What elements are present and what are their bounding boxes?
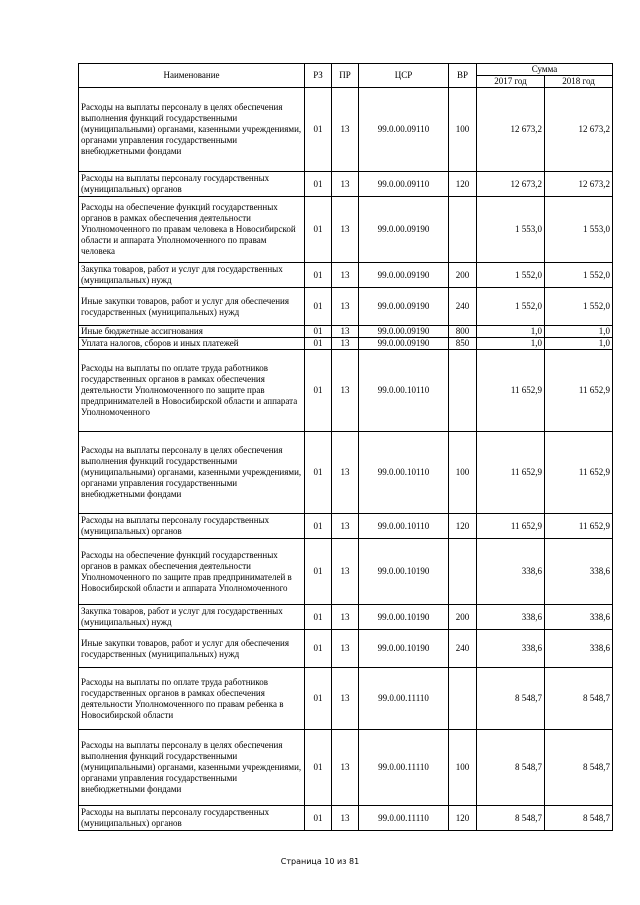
cell-pr: 13	[332, 668, 359, 730]
cell-name: Иные бюджетные ассигнования	[79, 326, 305, 338]
header-name: Наименование	[79, 64, 305, 88]
cell-vr: 100	[449, 730, 477, 806]
cell-sum-2018: 8 548,7	[545, 730, 613, 806]
table-row	[79, 338, 613, 350]
table-row	[79, 263, 613, 288]
table-row	[79, 432, 613, 514]
cell-sum-2018: 1 552,0	[545, 288, 613, 326]
cell-rz: 01	[305, 172, 332, 197]
cell-sum-2018: 12 673,2	[545, 88, 613, 172]
cell-csr: 99.0.00.10190	[359, 630, 449, 668]
cell-sum-2018: 11 652,9	[545, 350, 613, 432]
cell-vr: 100	[449, 88, 477, 172]
cell-csr: 99.0.00.11110	[359, 668, 449, 730]
cell-sum-2017: 8 548,7	[477, 668, 545, 730]
table-row	[79, 514, 613, 539]
cell-sum-2018: 8 548,7	[545, 668, 613, 730]
cell-rz: 01	[305, 338, 332, 350]
cell-pr: 13	[332, 326, 359, 338]
header-year-2018: 2018 год	[545, 76, 613, 88]
cell-sum-2018: 338,6	[545, 605, 613, 630]
cell-rz: 01	[305, 806, 332, 831]
cell-csr: 99.0.00.10190	[359, 539, 449, 605]
budget-table	[78, 63, 613, 831]
cell-name: Расходы на выплаты персоналу в целях обеспечения выполнения функций государственными (муниципальными) органами, казенными учреждениями, органами управления государственными внебюджетными фондами	[79, 432, 305, 514]
table-header	[79, 64, 613, 88]
cell-sum-2018: 1 552,0	[545, 263, 613, 288]
page-footer: Страница 10 из 81	[280, 857, 360, 866]
cell-name: Иные закупки товаров, работ и услуг для обеспечения государственных (муниципальных) нужд	[79, 630, 305, 668]
table-row	[79, 539, 613, 605]
header-rz: РЗ	[305, 64, 332, 88]
cell-csr: 99.0.00.11110	[359, 806, 449, 831]
cell-rz: 01	[305, 350, 332, 432]
cell-rz: 01	[305, 288, 332, 326]
cell-csr: 99.0.00.09190	[359, 338, 449, 350]
cell-name: Закупка товаров, работ и услуг для государственных (муниципальных) нужд	[79, 263, 305, 288]
cell-rz: 01	[305, 197, 332, 263]
cell-vr: 100	[449, 432, 477, 514]
table-row	[79, 197, 613, 263]
cell-name: Расходы на обеспечение функций государственных органов в рамках обеспечения деятельности Уполномоченного по правам человека в Новосибирской области и аппарата Уполномоченного по правам человека	[79, 197, 305, 263]
cell-name: Расходы на выплаты персоналу государственных (муниципальных) органов	[79, 806, 305, 831]
header-sum: Сумма	[477, 64, 613, 76]
cell-pr: 13	[332, 197, 359, 263]
cell-sum-2017: 8 548,7	[477, 806, 545, 831]
cell-sum-2017: 11 652,9	[477, 350, 545, 432]
cell-sum-2018: 338,6	[545, 630, 613, 668]
cell-vr: 120	[449, 514, 477, 539]
cell-pr: 13	[332, 806, 359, 831]
cell-pr: 13	[332, 730, 359, 806]
cell-name: Уплата налогов, сборов и иных платежей	[79, 338, 305, 350]
cell-pr: 13	[332, 338, 359, 350]
cell-csr: 99.0.00.09190	[359, 288, 449, 326]
cell-sum-2018: 11 652,9	[545, 514, 613, 539]
cell-sum-2018: 11 652,9	[545, 432, 613, 514]
table-row	[79, 630, 613, 668]
cell-sum-2018: 1 553,0	[545, 197, 613, 263]
cell-sum-2017: 338,6	[477, 605, 545, 630]
cell-sum-2018: 12 673,2	[545, 172, 613, 197]
cell-rz: 01	[305, 326, 332, 338]
cell-pr: 13	[332, 605, 359, 630]
cell-rz: 01	[305, 432, 332, 514]
cell-rz: 01	[305, 730, 332, 806]
cell-vr	[449, 539, 477, 605]
cell-pr: 13	[332, 263, 359, 288]
table-row	[79, 88, 613, 172]
table-row	[79, 288, 613, 326]
cell-csr: 99.0.00.10190	[359, 605, 449, 630]
cell-csr: 99.0.00.09110	[359, 172, 449, 197]
cell-sum-2017: 1 553,0	[477, 197, 545, 263]
cell-pr: 13	[332, 514, 359, 539]
cell-sum-2018: 1,0	[545, 326, 613, 338]
cell-csr: 99.0.00.09110	[359, 88, 449, 172]
cell-vr: 120	[449, 806, 477, 831]
cell-vr: 200	[449, 263, 477, 288]
cell-sum-2017: 8 548,7	[477, 730, 545, 806]
cell-sum-2017: 11 652,9	[477, 432, 545, 514]
cell-sum-2017: 1 552,0	[477, 288, 545, 326]
cell-csr: 99.0.00.11110	[359, 730, 449, 806]
cell-csr: 99.0.00.10110	[359, 432, 449, 514]
table-row	[79, 668, 613, 730]
cell-sum-2017: 1,0	[477, 338, 545, 350]
cell-sum-2017: 12 673,2	[477, 172, 545, 197]
cell-sum-2018: 1,0	[545, 338, 613, 350]
cell-name: Закупка товаров, работ и услуг для государственных (муниципальных) нужд	[79, 605, 305, 630]
cell-vr: 240	[449, 630, 477, 668]
cell-name: Расходы на выплаты персоналу государственных (муниципальных) органов	[79, 172, 305, 197]
cell-name: Расходы на обеспечение функций государственных органов в рамках обеспечения деятельности Уполномоченного по защите прав предпринимателей в Новосибирской области и аппарата Уполномоченного	[79, 539, 305, 605]
cell-sum-2018: 338,6	[545, 539, 613, 605]
cell-vr: 800	[449, 326, 477, 338]
cell-sum-2017: 338,6	[477, 539, 545, 605]
cell-vr	[449, 350, 477, 432]
header-csr: ЦСР	[359, 64, 449, 88]
cell-pr: 13	[332, 350, 359, 432]
cell-rz: 01	[305, 539, 332, 605]
cell-pr: 13	[332, 630, 359, 668]
cell-rz: 01	[305, 88, 332, 172]
table-row	[79, 605, 613, 630]
cell-pr: 13	[332, 432, 359, 514]
cell-csr: 99.0.00.10110	[359, 514, 449, 539]
cell-rz: 01	[305, 263, 332, 288]
cell-rz: 01	[305, 514, 332, 539]
cell-vr: 120	[449, 172, 477, 197]
cell-vr	[449, 197, 477, 263]
cell-rz: 01	[305, 630, 332, 668]
cell-csr: 99.0.00.09190	[359, 326, 449, 338]
cell-name: Расходы на выплаты персоналу в целях обеспечения выполнения функций государственными (муниципальными) органами, казенными учреждениями, органами управления государственными внебюджетными фондами	[79, 88, 305, 172]
cell-sum-2017: 1,0	[477, 326, 545, 338]
header-pr: ПР	[332, 64, 359, 88]
cell-csr: 99.0.00.09190	[359, 197, 449, 263]
cell-sum-2018: 8 548,7	[545, 806, 613, 831]
cell-vr: 850	[449, 338, 477, 350]
table-row	[79, 806, 613, 831]
cell-vr: 200	[449, 605, 477, 630]
cell-name: Расходы на выплаты по оплате труда работников государственных органов в рамках обеспечения деятельности Уполномоченного по защите прав предпринимателей в Новосибирской области и аппарата Уполномоченного	[79, 350, 305, 432]
table-row	[79, 326, 613, 338]
cell-vr: 240	[449, 288, 477, 326]
cell-sum-2017: 12 673,2	[477, 88, 545, 172]
header-year-2017: 2017 год	[477, 76, 545, 88]
table-row	[79, 350, 613, 432]
cell-name: Иные закупки товаров, работ и услуг для обеспечения государственных (муниципальных) нужд	[79, 288, 305, 326]
table-row	[79, 730, 613, 806]
cell-rz: 01	[305, 668, 332, 730]
table-body	[79, 88, 613, 831]
cell-sum-2017: 11 652,9	[477, 514, 545, 539]
cell-pr: 13	[332, 172, 359, 197]
cell-pr: 13	[332, 88, 359, 172]
cell-csr: 99.0.00.10110	[359, 350, 449, 432]
cell-vr	[449, 668, 477, 730]
header-vr: ВР	[449, 64, 477, 88]
table-row	[79, 172, 613, 197]
cell-pr: 13	[332, 288, 359, 326]
cell-pr: 13	[332, 539, 359, 605]
cell-csr: 99.0.00.09190	[359, 263, 449, 288]
cell-name: Расходы на выплаты персоналу государственных (муниципальных) органов	[79, 514, 305, 539]
cell-sum-2017: 338,6	[477, 630, 545, 668]
cell-rz: 01	[305, 605, 332, 630]
cell-name: Расходы на выплаты персоналу в целях обеспечения выполнения функций государственными (муниципальными) органами, казенными учреждениями, органами управления государственными внебюджетными фондами	[79, 730, 305, 806]
cell-sum-2017: 1 552,0	[477, 263, 545, 288]
cell-name: Расходы на выплаты по оплате труда работников государственных органов в рамках обеспечения деятельности Уполномоченного по правам ребенка в Новосибирской области	[79, 668, 305, 730]
